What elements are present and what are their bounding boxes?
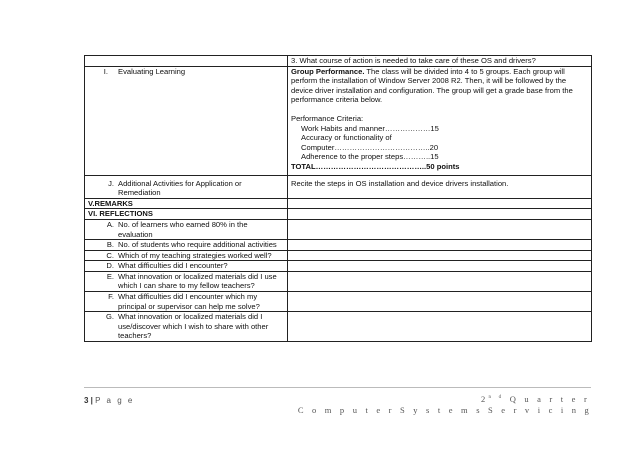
quarter-word: Q u a r t e r	[509, 394, 590, 404]
criteria-item: Work Habits and manner………………15	[301, 123, 439, 133]
reflection-question: What innovation or localized materials did I use/discover which I wish to share with other teachers?	[118, 312, 269, 341]
remarks-heading: V.REMARKS	[85, 198, 288, 209]
reflection-question: What difficulties did I encounter?	[118, 261, 228, 271]
item-title: Additional Activities for Application or Remediation	[118, 178, 242, 198]
footer-divider	[84, 387, 591, 388]
empty-cell	[288, 198, 592, 209]
page-number: 3 | P a g e	[84, 396, 135, 405]
criteria-item: Adherence to the proper steps………..15	[301, 152, 439, 162]
group-performance-paragraph	[291, 67, 588, 105]
empty-cell	[288, 209, 592, 220]
item-label: E.	[106, 271, 114, 281]
item-label: F.	[108, 292, 114, 302]
table-row	[85, 209, 592, 220]
lesson-plan-table	[84, 55, 592, 342]
empty-cell	[288, 261, 592, 272]
criteria-item: Accuracy or functionality of	[301, 133, 392, 143]
table-row	[85, 292, 592, 312]
table-row	[85, 271, 592, 291]
subject-title: C o m p u t e r S y s t e m s S e r v i c i n g	[297, 405, 592, 415]
item-label: J.	[108, 178, 114, 188]
reflection-question: What innovation or localized materials did I use which I can share to my fellow teachers?	[118, 271, 277, 291]
empty-cell	[85, 56, 288, 67]
question-cell: 3. What course of action is needed to take care of these OS and drivers?	[288, 56, 592, 67]
group-performance-title: Group Performance.	[291, 66, 365, 76]
item-label: C.	[106, 250, 114, 260]
empty-cell	[288, 250, 592, 261]
page-word: P a g e	[95, 396, 135, 405]
item-label: I.	[103, 66, 108, 76]
page-number-value: 3	[84, 396, 89, 405]
item-label: D.	[106, 261, 114, 271]
criteria-item: Computer………………………………..20	[301, 142, 439, 152]
empty-cell	[288, 271, 592, 291]
table-row	[85, 261, 592, 272]
table-row	[85, 250, 592, 261]
item-label: B.	[106, 240, 114, 250]
reflection-question: No. of students who require additional activities	[118, 240, 277, 250]
reflection-question: What difficulties did I encounter which my principal or supervisor can help me solve?	[118, 292, 260, 311]
criteria-total: TOTAL……………………………………..50 points	[291, 161, 460, 171]
table-row	[85, 56, 592, 67]
group-performance-text: The class will be divided into 4 to 5 groups. Each group will perform the installation of Window Server 2008 R2. Then, it will be followed by the device driver installation and configuration. The group will get a grade base from the performance criteria below.	[291, 66, 573, 105]
item-label: A.	[106, 219, 114, 229]
reflection-question: No. of learners who earned 80% in the evaluation	[118, 219, 248, 239]
evaluating-content-cell	[288, 66, 592, 175]
table-row	[85, 312, 592, 342]
table-row	[85, 198, 592, 209]
item-title: Evaluating Learning	[118, 66, 186, 76]
empty-cell	[288, 219, 592, 239]
table-row	[85, 175, 592, 198]
item-label: G.	[105, 312, 114, 322]
reflections-heading: VI. REFLECTIONS	[85, 209, 288, 220]
table-row	[85, 219, 592, 239]
evaluating-label-cell	[85, 66, 288, 175]
quarter-suffix: n d	[488, 395, 505, 401]
empty-cell	[288, 312, 592, 342]
additional-content-cell: Recite the steps in OS installation and device drivers installation.	[288, 175, 592, 198]
table-row	[85, 240, 592, 251]
reflection-question: Which of my teaching strategies worked well?	[118, 250, 272, 260]
empty-cell	[288, 240, 592, 251]
quarter-number: 2	[481, 394, 489, 404]
criteria-heading: Performance Criteria:	[291, 113, 364, 123]
table-row	[85, 66, 592, 175]
quarter-label	[481, 394, 590, 404]
empty-cell	[288, 292, 592, 312]
additional-label-cell	[85, 175, 288, 198]
